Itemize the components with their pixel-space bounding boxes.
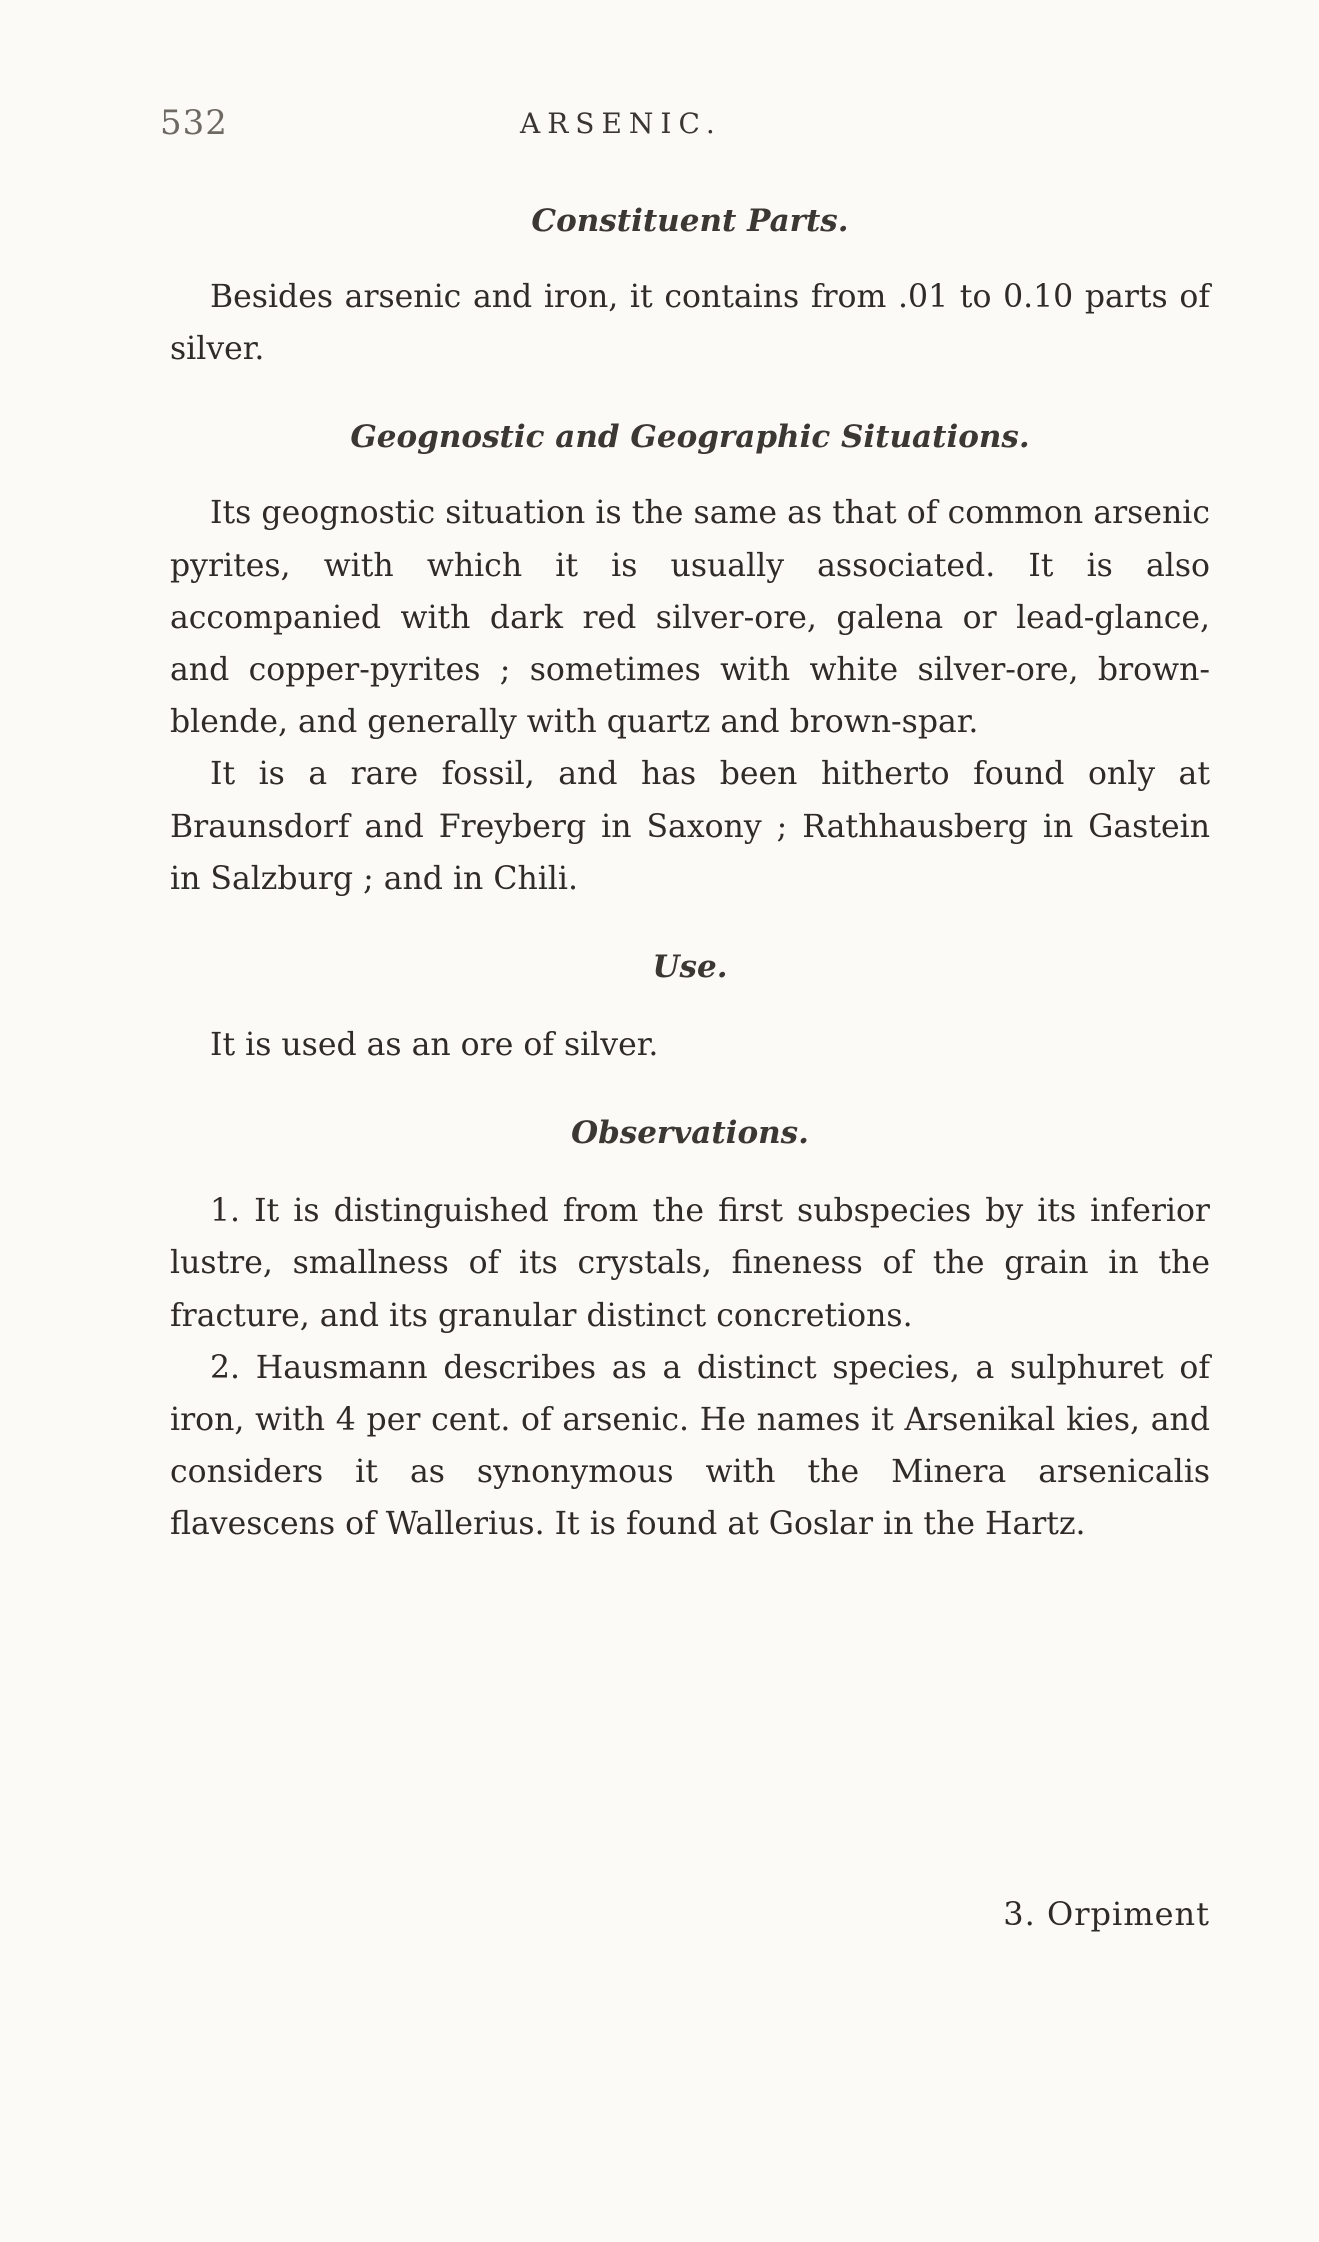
page-number: 532 <box>160 103 228 143</box>
paragraph-localities: It is a rare fossil, and has been hitherto found only at Braunsdorf and Freyberg in Saxony ; Rathhausberg in Gastein in Salzburg ; and in Chili. <box>170 756 1210 897</box>
observation-2: 2. Hausmann describes as a distinct species, a sulphuret of iron, with 4 per cent. of arsenic. He names it Arsenikal kies, and considers it as synonymous with the Minera arsenicalis flavescens of Wallerius. It is found at Goslar in the Hartz. <box>170 1349 1210 1543</box>
running-title: ARSENIC. <box>520 107 722 140</box>
observation-1: 1. It is distinguished from the first subspecies by its inferior lustre, smallness of its crystals, fineness of the grain in the fracture, and its granular distinct concretions. <box>170 1193 1210 1334</box>
section-heading-constituent-parts: Constituent Parts. <box>531 203 849 239</box>
running-head <box>160 103 1160 153</box>
paragraph-constituent-parts: Besides arsenic and iron, it contains from .01 to 0.10 parts of silver. <box>170 279 1210 368</box>
paragraph-use: It is used as an ore of silver. <box>210 1027 659 1064</box>
section-heading-situations: Geognostic and Geographic Situations. <box>350 419 1030 456</box>
paragraph-geognostic-situation: Its geognostic situation is the same as that of common arsenic pyrites, with which it is usually associated. It is also accompanied with dark red silver-ore, galena or lead-glance, and copper-pyrites ; sometimes with white silver-ore, brown-blende, and generally with quartz and brown-spar. <box>170 495 1210 741</box>
catchword: 3. Orpiment <box>1003 1895 1210 1933</box>
section-heading-observations: Observations. <box>571 1115 809 1152</box>
section-heading-use: Use. <box>652 949 728 986</box>
body-text <box>170 195 1210 1551</box>
